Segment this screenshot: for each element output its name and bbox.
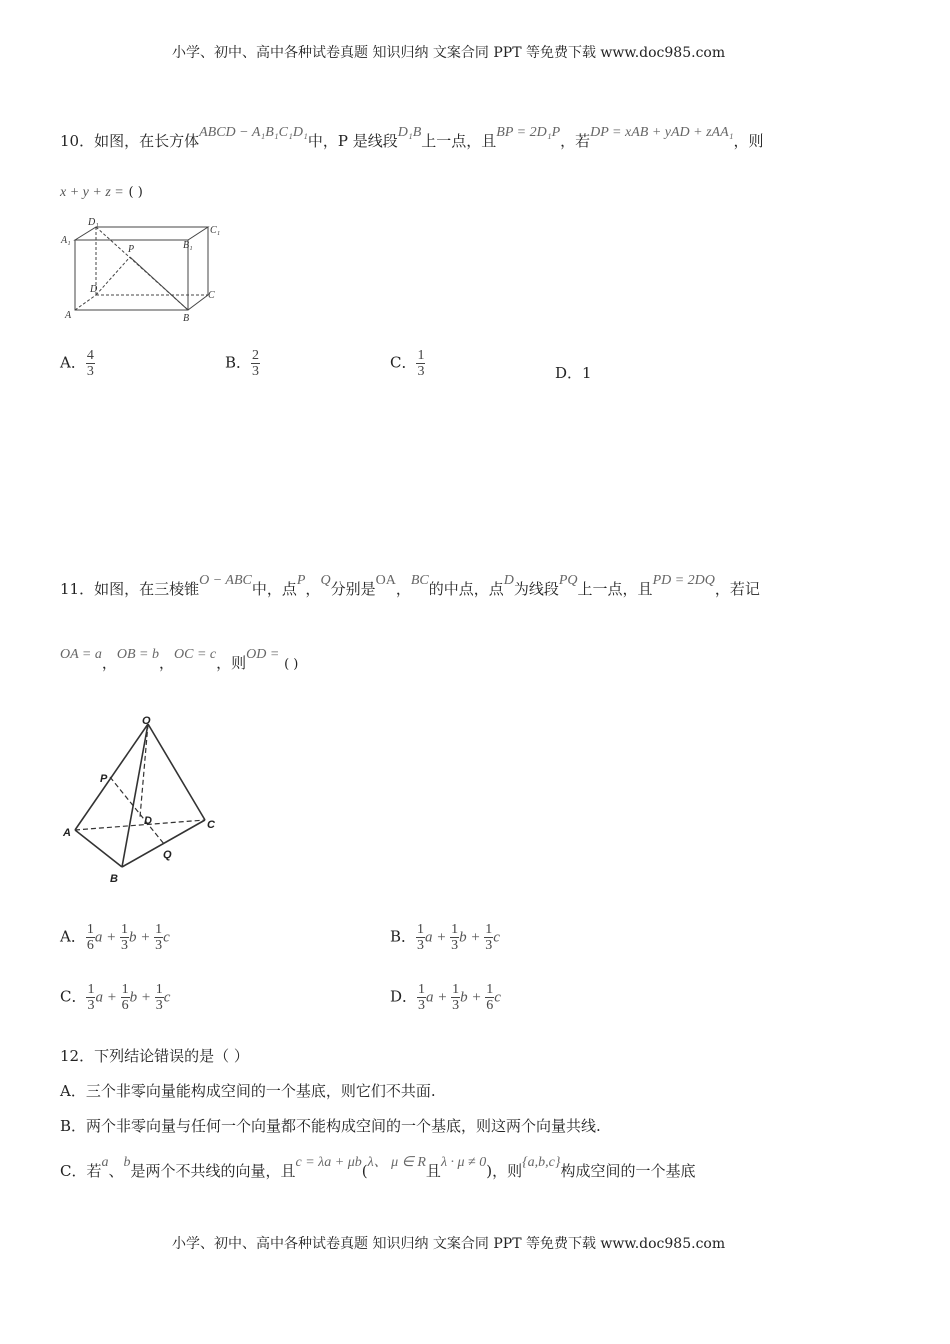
fraction xyxy=(416,922,425,953)
question-10-stem xyxy=(60,125,764,151)
numerator: 1 xyxy=(155,922,163,937)
plus: + xyxy=(432,929,451,946)
fig-label: B xyxy=(110,873,118,885)
numerator: 4 xyxy=(86,348,94,363)
fraction xyxy=(120,922,129,953)
plus: + xyxy=(466,929,485,946)
option-a[interactable] xyxy=(60,922,170,953)
option-c[interactable] xyxy=(60,1155,696,1181)
text: )，则 xyxy=(486,1162,523,1180)
text: 为线段 xyxy=(513,580,559,598)
option-label: A． xyxy=(60,353,86,372)
text: 10．如图，在长方体 xyxy=(60,132,200,150)
plus: + xyxy=(102,929,120,946)
fraction xyxy=(417,982,426,1013)
math: Q xyxy=(320,573,331,588)
vector-symbol: b xyxy=(128,929,137,946)
denominator: 3 xyxy=(417,364,425,379)
option-label: D． xyxy=(555,364,583,382)
page-header: 小学、初中、高中各种试卷真题 知识归纳 文案合同 PPT 等免费下载 www.doc985.com xyxy=(172,45,726,61)
fraction xyxy=(416,348,425,379)
math: OC = c xyxy=(174,647,217,662)
vector-symbol: b xyxy=(460,989,468,1006)
fraction xyxy=(86,348,95,379)
option-label: B． xyxy=(390,927,417,946)
question-10-stem-2 xyxy=(60,182,143,201)
text: 中，P 是线段 xyxy=(307,132,398,150)
option-value: 1 xyxy=(582,364,592,382)
text: 11．如图，在三棱锥 xyxy=(60,580,200,598)
text: 、 xyxy=(108,1162,124,1180)
fig-label: C xyxy=(207,819,215,831)
vector-symbol: c xyxy=(163,989,171,1006)
numerator: 1 xyxy=(417,922,425,937)
numerator: 1 xyxy=(121,982,129,997)
option-b[interactable] xyxy=(390,922,500,953)
denominator: 6 xyxy=(86,938,94,953)
math: OA = a xyxy=(60,647,102,662)
fig-label: B xyxy=(183,313,190,324)
text: 构成空间的一个基底 xyxy=(560,1162,696,1180)
text: ，若 xyxy=(560,132,591,150)
vector-symbol: a xyxy=(94,929,103,946)
option-label: C． xyxy=(390,353,417,372)
fraction xyxy=(154,922,163,953)
tetrahedron-figure xyxy=(60,712,230,887)
numerator: 2 xyxy=(252,348,260,363)
math: PQ xyxy=(558,573,578,588)
denominator: 3 xyxy=(418,998,426,1013)
option-d[interactable] xyxy=(390,982,501,1013)
option-label: A． xyxy=(60,927,86,946)
answer-paren: ( ) xyxy=(128,185,143,200)
text: 上一点，且 xyxy=(577,580,653,598)
fig-label: A xyxy=(63,827,71,839)
text: ， xyxy=(158,654,174,672)
denominator: 3 xyxy=(452,998,460,1013)
fraction xyxy=(121,982,130,1013)
page-footer: 小学、初中、高中各种试卷真题 知识归纳 文案合同 PPT 等免费下载 www.doc985.com xyxy=(172,1236,726,1252)
plus: + xyxy=(102,989,121,1006)
fraction xyxy=(86,922,95,953)
answer-paren: ( ) xyxy=(284,657,299,672)
math: ABCD − A₁B₁C₁D₁ xyxy=(199,125,308,140)
text: ，则 xyxy=(733,132,764,150)
text: ， xyxy=(101,654,117,672)
fig-label: O xyxy=(142,715,151,727)
denominator: 3 xyxy=(252,364,260,379)
numerator: 1 xyxy=(452,982,460,997)
math: OA xyxy=(375,573,396,588)
plus: + xyxy=(433,989,452,1006)
vector-symbol: c xyxy=(494,989,501,1006)
math: D xyxy=(503,573,514,588)
cuboid-figure xyxy=(58,215,238,325)
denominator: 3 xyxy=(451,938,459,953)
fig-label: P xyxy=(100,773,108,785)
math: λ · μ ≠ 0 xyxy=(440,1155,487,1170)
text: 上一点，且 xyxy=(421,132,497,150)
math: D₁B xyxy=(397,125,422,140)
math: BC xyxy=(410,573,429,588)
vector-symbol: b xyxy=(129,989,138,1006)
plus: + xyxy=(467,989,486,1006)
math: BP = 2D₁P xyxy=(496,125,561,140)
fig-label: A xyxy=(65,310,72,321)
numerator: 1 xyxy=(155,982,163,997)
option-b[interactable]: B．两个非零向量与任何一个向量都不能构成空间的一个基底，则这两个向量共线. xyxy=(60,1117,601,1135)
denominator: 3 xyxy=(155,938,163,953)
option-c[interactable] xyxy=(60,982,170,1013)
fig-label: D₁ xyxy=(88,217,99,228)
text: ( xyxy=(361,1162,368,1180)
math: P xyxy=(296,573,306,588)
math: c = λa + μb xyxy=(295,1155,362,1170)
math: OB = b xyxy=(116,647,159,662)
numerator: 1 xyxy=(86,922,94,937)
math: O − ABC xyxy=(199,573,252,588)
option-a[interactable] xyxy=(60,348,95,379)
denominator: 6 xyxy=(486,998,494,1013)
text: 的中点，点 xyxy=(428,580,504,598)
text: ，则 xyxy=(216,654,247,672)
option-c[interactable] xyxy=(390,348,425,379)
denominator: 3 xyxy=(417,938,425,953)
fraction xyxy=(485,982,494,1013)
fraction xyxy=(451,982,460,1013)
option-d[interactable] xyxy=(555,362,592,383)
denominator: 3 xyxy=(485,938,493,953)
fig-label: B₁ xyxy=(183,240,193,251)
fraction xyxy=(155,982,164,1013)
option-label: C． xyxy=(60,987,87,1006)
vector-symbol: a xyxy=(426,989,434,1006)
option-label: D． xyxy=(390,987,418,1006)
option-label: B． xyxy=(225,353,252,372)
fig-label: D xyxy=(90,284,98,295)
denominator: 3 xyxy=(120,938,128,953)
text: ， xyxy=(305,580,321,598)
option-a[interactable]: A．三个非零向量能构成空间的一个基底，则它们不共面. xyxy=(60,1082,436,1100)
math: x + y + z = xyxy=(60,185,124,200)
text: 且 xyxy=(425,1162,441,1180)
numerator: 1 xyxy=(486,982,494,997)
question-11-stem-2 xyxy=(60,647,299,673)
denominator: 6 xyxy=(121,998,129,1013)
vector-symbol: b xyxy=(459,929,467,946)
math: PD = 2DQ xyxy=(652,573,715,588)
fraction xyxy=(251,348,260,379)
math: a xyxy=(101,1155,109,1170)
math: λ、 μ ∈ R xyxy=(367,1155,426,1170)
vector-symbol: a xyxy=(95,989,103,1006)
fig-label: P xyxy=(128,244,135,255)
numerator: 1 xyxy=(418,982,426,997)
text: 分别是 xyxy=(330,580,376,598)
text: ， xyxy=(395,580,411,598)
vector-symbol: c xyxy=(493,929,500,946)
fig-label: Q xyxy=(163,849,172,861)
math: {a,b,c} xyxy=(522,1155,561,1170)
denominator: 3 xyxy=(87,998,95,1013)
text: 中，点 xyxy=(251,580,297,598)
text: C．若 xyxy=(60,1162,102,1180)
plus: + xyxy=(137,989,155,1006)
numerator: 1 xyxy=(120,922,128,937)
vector-symbol: a xyxy=(425,929,433,946)
question-11-stem xyxy=(60,573,760,599)
fig-label: C xyxy=(208,290,215,301)
fraction xyxy=(450,922,459,953)
vector-symbol: c xyxy=(163,929,170,946)
numerator: 1 xyxy=(417,348,425,363)
math: b xyxy=(123,1155,131,1170)
text: 是两个不共线的向量，且 xyxy=(130,1162,296,1180)
option-b[interactable] xyxy=(225,348,260,379)
fig-label: C₁ xyxy=(210,225,221,236)
fig-label: D xyxy=(144,815,152,827)
fig-label: A₁ xyxy=(61,235,71,246)
denominator: 3 xyxy=(86,364,94,379)
numerator: 1 xyxy=(87,982,95,997)
text: ，若记 xyxy=(714,580,760,598)
denominator: 3 xyxy=(155,998,163,1013)
numerator: 1 xyxy=(485,922,493,937)
math: DP = xAB + yAD + zAA₁ xyxy=(590,125,734,140)
fraction xyxy=(484,922,493,953)
numerator: 1 xyxy=(451,922,459,937)
question-12-title: 12．下列结论错误的是（ ） xyxy=(60,1047,249,1065)
plus: + xyxy=(136,929,155,946)
math: OD = xyxy=(246,647,280,662)
